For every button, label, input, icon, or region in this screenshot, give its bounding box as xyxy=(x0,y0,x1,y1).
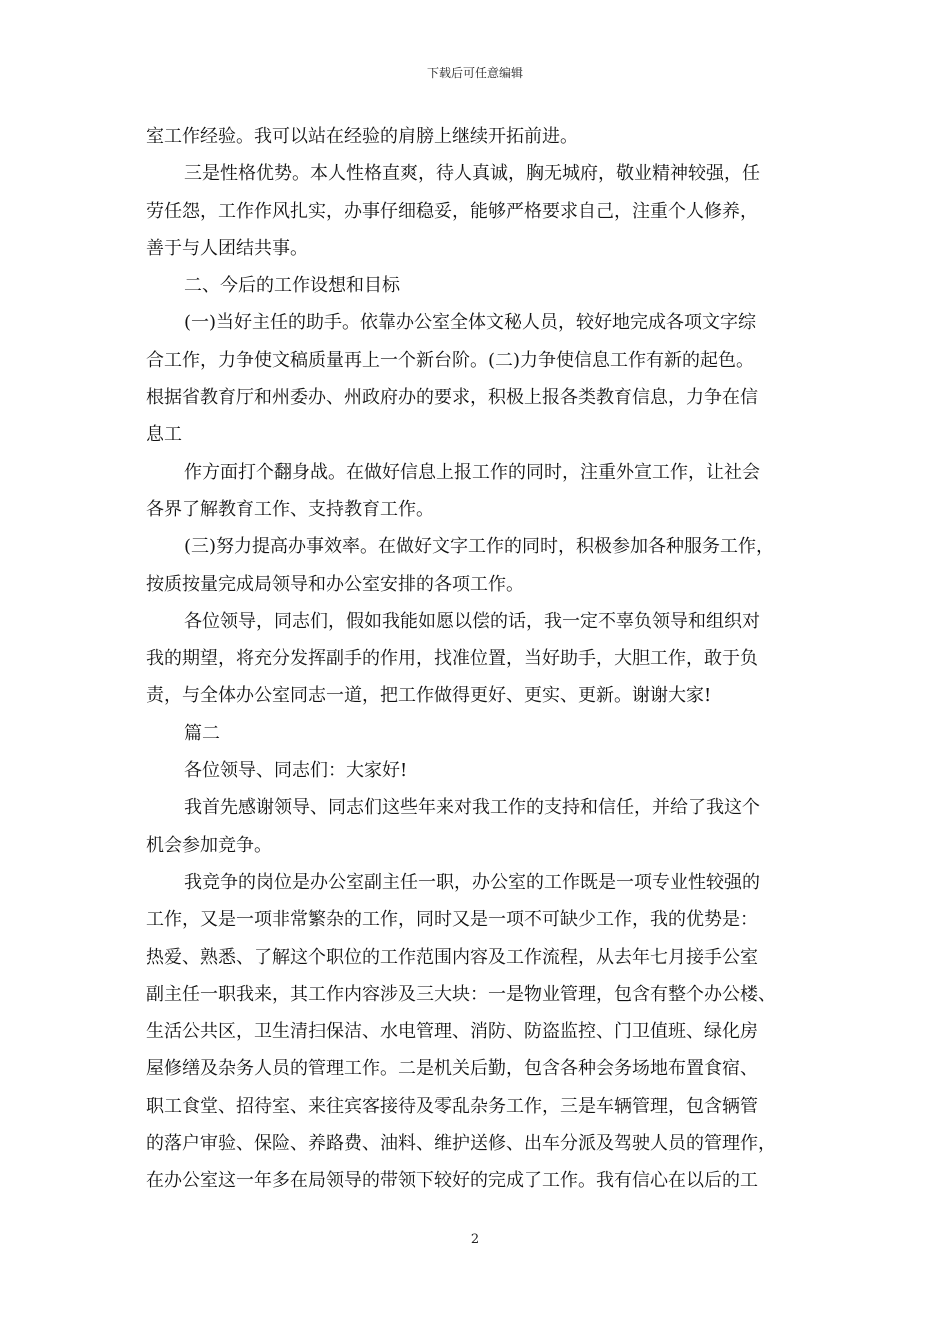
text-line: 室工作经验。我可以站在经验的肩膀上继续开拓前进。 xyxy=(146,126,578,147)
text-line: 在办公室这一年多在局领导的带领下较好的完成了工作。我有信心在以后的工 xyxy=(146,1170,758,1192)
text-line: 各界了解教育工作、支持教育工作。 xyxy=(146,498,434,520)
text-line: 三是性格优势。本人性格直爽，待人真诚，胸无城府，敬业精神较强，任 xyxy=(184,163,760,185)
text-line: 工作，又是一项非常繁杂的工作，同时又是一项不可缺少工作，我的优势是： xyxy=(146,909,758,931)
text-line: 各位领导、同志们：大家好! xyxy=(184,760,408,782)
text-line: 机会参加竞争。 xyxy=(146,834,272,856)
text-line: 合工作，力争使文稿质量再上一个新台阶。(二)力争使信息工作有新的起色。 xyxy=(146,349,755,371)
text-line: 副主任一职我来，其工作内容涉及三大块：一是物业管理，包含有整个办公楼、 xyxy=(146,983,776,1005)
text-line: 按质按量完成局领导和办公室安排的各项工作。 xyxy=(146,573,524,595)
document-body xyxy=(146,118,814,1200)
page-header: 下载后可任意编辑 xyxy=(426,66,523,80)
text-line: 我的期望，将充分发挥副手的作用，找准位置，当好助手，大胆工作，敢于负 xyxy=(146,648,758,670)
text-line: (三)努力提高办事效率。在做好文字工作的同时，积极参加各种服务工作， xyxy=(184,536,775,558)
text-line: 责，与全体办公室同志一道，把工作做得更好、更实、更新。谢谢大家! xyxy=(146,685,712,707)
text-line: (一)当好主任的助手。依靠办公室全体文秘人员，较好地完成各项文字综 xyxy=(184,312,757,334)
text-line: 各位领导，同志们，假如我能如愿以偿的话，我一定不辜负领导和组织对 xyxy=(184,610,760,632)
text-line: 篇二 xyxy=(184,722,220,744)
text-line: 根据省教育厅和州委办、州政府办的要求，积极上报各类教育信息，力争在信 xyxy=(146,387,758,409)
text-line: 善于与人团结共事。 xyxy=(146,237,308,259)
text-line: 我首先感谢领导、同志们这些年来对我工作的支持和信任，并给了我这个 xyxy=(184,797,760,819)
text-line: 作方面打个翻身战。在做好信息上报工作的同时，注重外宣工作，让社会 xyxy=(184,461,760,483)
text-line: 的落户审验、保险、养路费、油料、维护送修、出车分派及驾驶人员的管理作， xyxy=(146,1133,776,1155)
page-number: 2 xyxy=(470,1232,480,1247)
text-line: 职工食堂、招待室、来往宾客接待及零乱杂务工作，三是车辆管理，包含辆管 xyxy=(146,1095,758,1117)
text-line: 我竞争的岗位是办公室副主任一职，办公室的工作既是一项专业性较强的 xyxy=(184,871,760,893)
text-line: 屋修缮及杂务人员的管理工作。二是机关后勤，包含各种会务场地布置食宿、 xyxy=(146,1058,758,1080)
text-line: 二、今后的工作设想和目标 xyxy=(184,275,400,297)
text-line: 生活公共区，卫生清扫保洁、水电管理、消防、防盗监控、门卫值班、绿化房 xyxy=(146,1021,758,1043)
text-line: 劳任怨，工作作风扎实，办事仔细稳妥，能够严格要求自己，注重个人修养， xyxy=(146,200,758,222)
text-line: 息工 xyxy=(146,424,182,446)
text-line: 热爱、熟悉、了解这个职位的工作范围内容及工作流程，从去年七月接手公室 xyxy=(146,946,758,968)
